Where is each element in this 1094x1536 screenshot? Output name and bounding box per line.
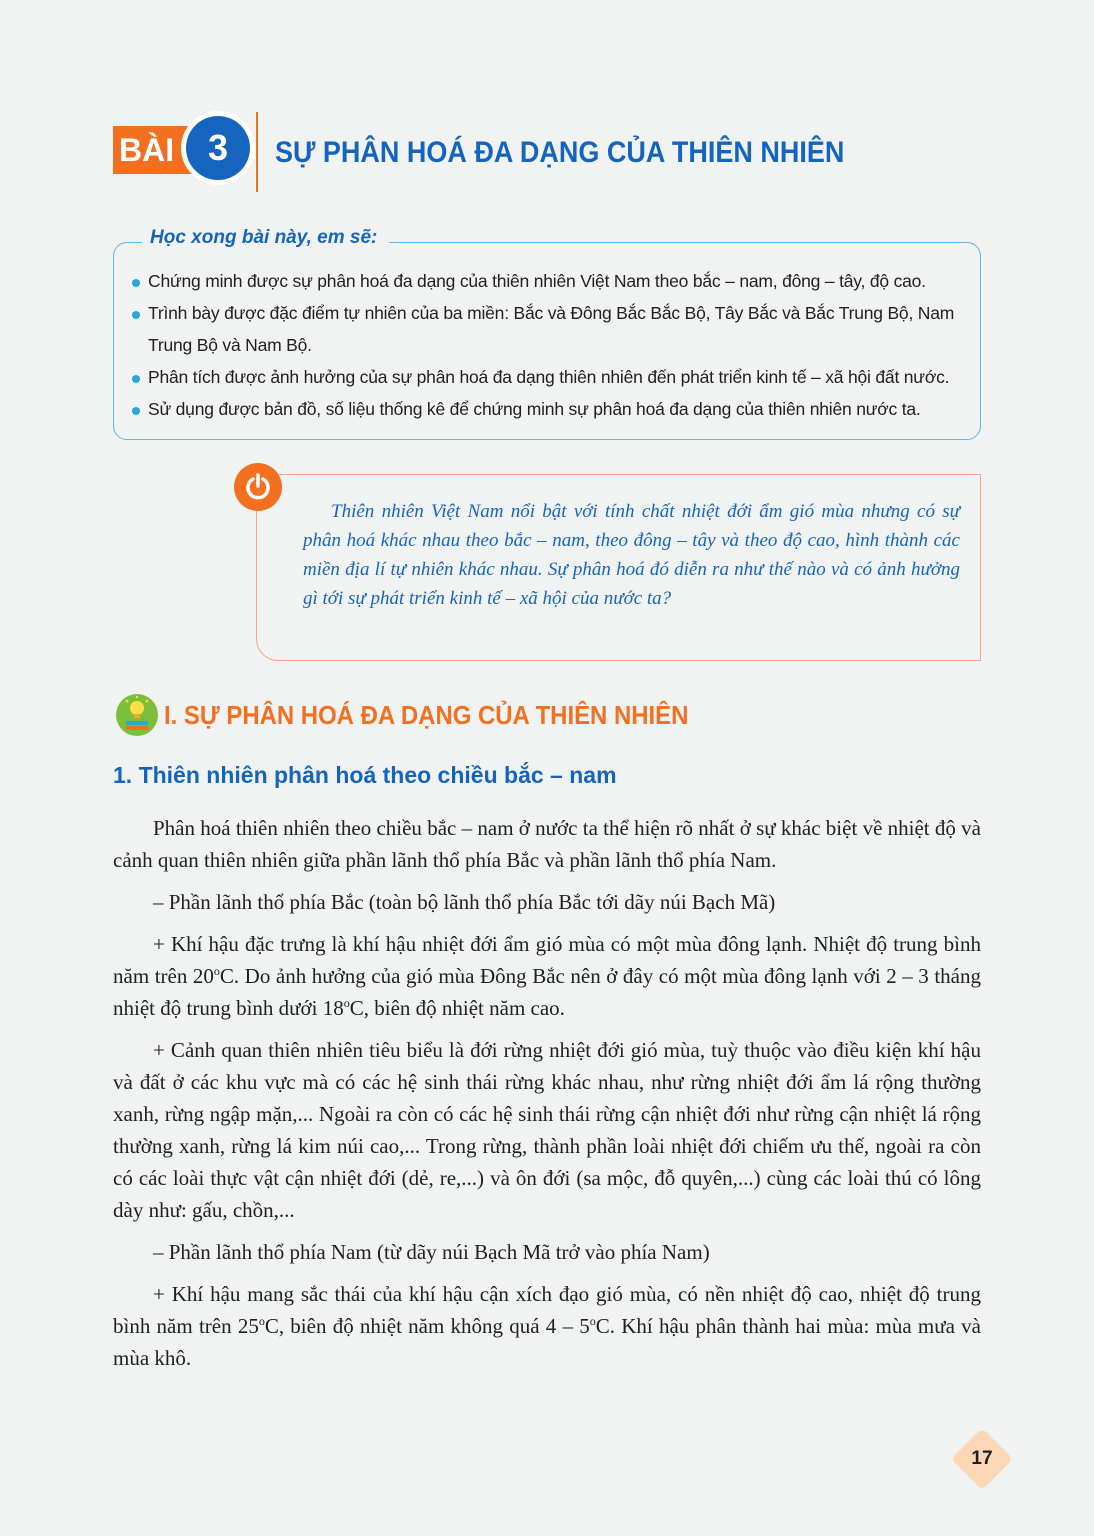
lesson-number-badge — [181, 111, 255, 185]
paragraph: Phân hoá thiên nhiên theo chiều bắc – nam ở nước ta thể hiện rõ nhất ở sự khác biệt về nhiệt độ và cảnh quan thiên nhiên giữa phần lãnh thổ phía Bắc và phần lãnh thổ phía Nam. — [113, 816, 981, 872]
objectives-list — [132, 265, 966, 425]
lesson-title: SỰ PHÂN HOÁ ĐA DẠNG CỦA THIÊN NHIÊN — [275, 136, 845, 169]
section-heading: I. SỰ PHÂN HOÁ ĐA DẠNG CỦA THIÊN NHIÊN — [164, 700, 689, 730]
objective-item: Phân tích được ảnh hưởng của sự phân hoá đa dạng thiên nhiên đến phát triển kinh tế – xã hội đất nước. — [132, 361, 966, 393]
lesson-header — [113, 108, 1013, 192]
paragraph: – Phần lãnh thổ phía Nam (từ dãy núi Bạch Mã trở vào phía Nam) — [153, 1240, 710, 1264]
lesson-label: BÀI — [113, 126, 208, 174]
intro-text: Thiên nhiên Việt Nam nổi bật với tính chất nhiệt đới ẩm gió mùa nhưng có sự phân hoá khác nhau theo bắc – nam, theo đông – tây và theo độ cao, hình thành các miền địa lí tự nhiên khác nhau. Sự phân hoá đó diễn ra như thế nào và có ảnh hưởng gì tới sự phát triển kinh tế – xã hội của nước ta? — [303, 501, 960, 609]
subsection-heading: 1. Thiên nhiên phân hoá theo chiều bắc – nam — [113, 762, 617, 788]
objective-item: Trình bày được đặc điểm tự nhiên của ba miền: Bắc và Đông Bắc Bắc Bộ, Tây Bắc và Bắc Trung Bộ, Nam Trung Bộ và Nam Bộ. — [132, 297, 966, 361]
intro-box — [256, 474, 981, 661]
objective-item: Chứng minh được sự phân hoá đa dạng của thiên nhiên Việt Nam theo bắc – nam, đông – tây, độ cao. — [132, 265, 966, 297]
objectives-heading: Học xong bài này, em sẽ: — [142, 227, 389, 249]
paragraph: + Cảnh quan thiên nhiên tiêu biểu là đới rừng nhiệt đới gió mùa, tuỳ thuộc vào điều kiện khí hậu và đất ở các khu vực mà có các hệ sinh thái rừng khác nhau, như rừng nhiệt đới ẩm lá rộng thường xanh, rừng ngập mặn,... Ngoài ra còn có các hệ sinh thái rừng cận nhiệt đới như rừng cận nhiệt lá rộng thường xanh, rừng lá kim núi cao,... Trong rừng, thành phần loài nhiệt đới chiếm ưu thế, ngoài ra còn có các loài thực vật cận nhiệt đới (dẻ, re,...) và ôn đới (sa mộc, đỗ quyên,...) cùng các loài thú có lông dày như: gấu, chồn,... — [113, 1038, 981, 1222]
objective-item: Sử dụng được bản đồ, số liệu thống kê để chứng minh sự phân hoá đa dạng của thiên nhiên nước ta. — [132, 393, 966, 425]
paragraph: – Phần lãnh thổ phía Bắc (toàn bộ lãnh thổ phía Bắc tới dãy núi Bạch Mã) — [153, 890, 776, 914]
paragraph: + Khí hậu đặc trưng là khí hậu nhiệt đới ẩm gió mùa có một mùa đông lạnh. Nhiệt độ trung bình năm trên 20$^o$C. Do ảnh hưởng của gió mùa Đông Bắc nên ở đây có một mùa đông lạnh với 2 – 3 tháng nhiệt độ trung bình dưới 18$^o$C, biên độ nhiệt năm cao. — [113, 932, 981, 1020]
page-number: 17 — [971, 1448, 993, 1469]
objectives-box — [113, 227, 981, 440]
lightbulb-book-icon — [116, 694, 158, 736]
power-icon — [234, 463, 282, 511]
paragraph: + Khí hậu mang sắc thái của khí hậu cận xích đạo gió mùa, có nền nhiệt độ cao, nhiệt độ trung bình năm trên 25$^o$C, biên độ nhiệt năm không quá 4 – 5$^o$C. Khí hậu phân thành hai mùa: mùa mưa và mùa khô. — [113, 1282, 981, 1370]
body-text — [113, 812, 981, 1384]
header-divider — [256, 112, 258, 192]
lesson-number: 3 — [186, 116, 250, 180]
